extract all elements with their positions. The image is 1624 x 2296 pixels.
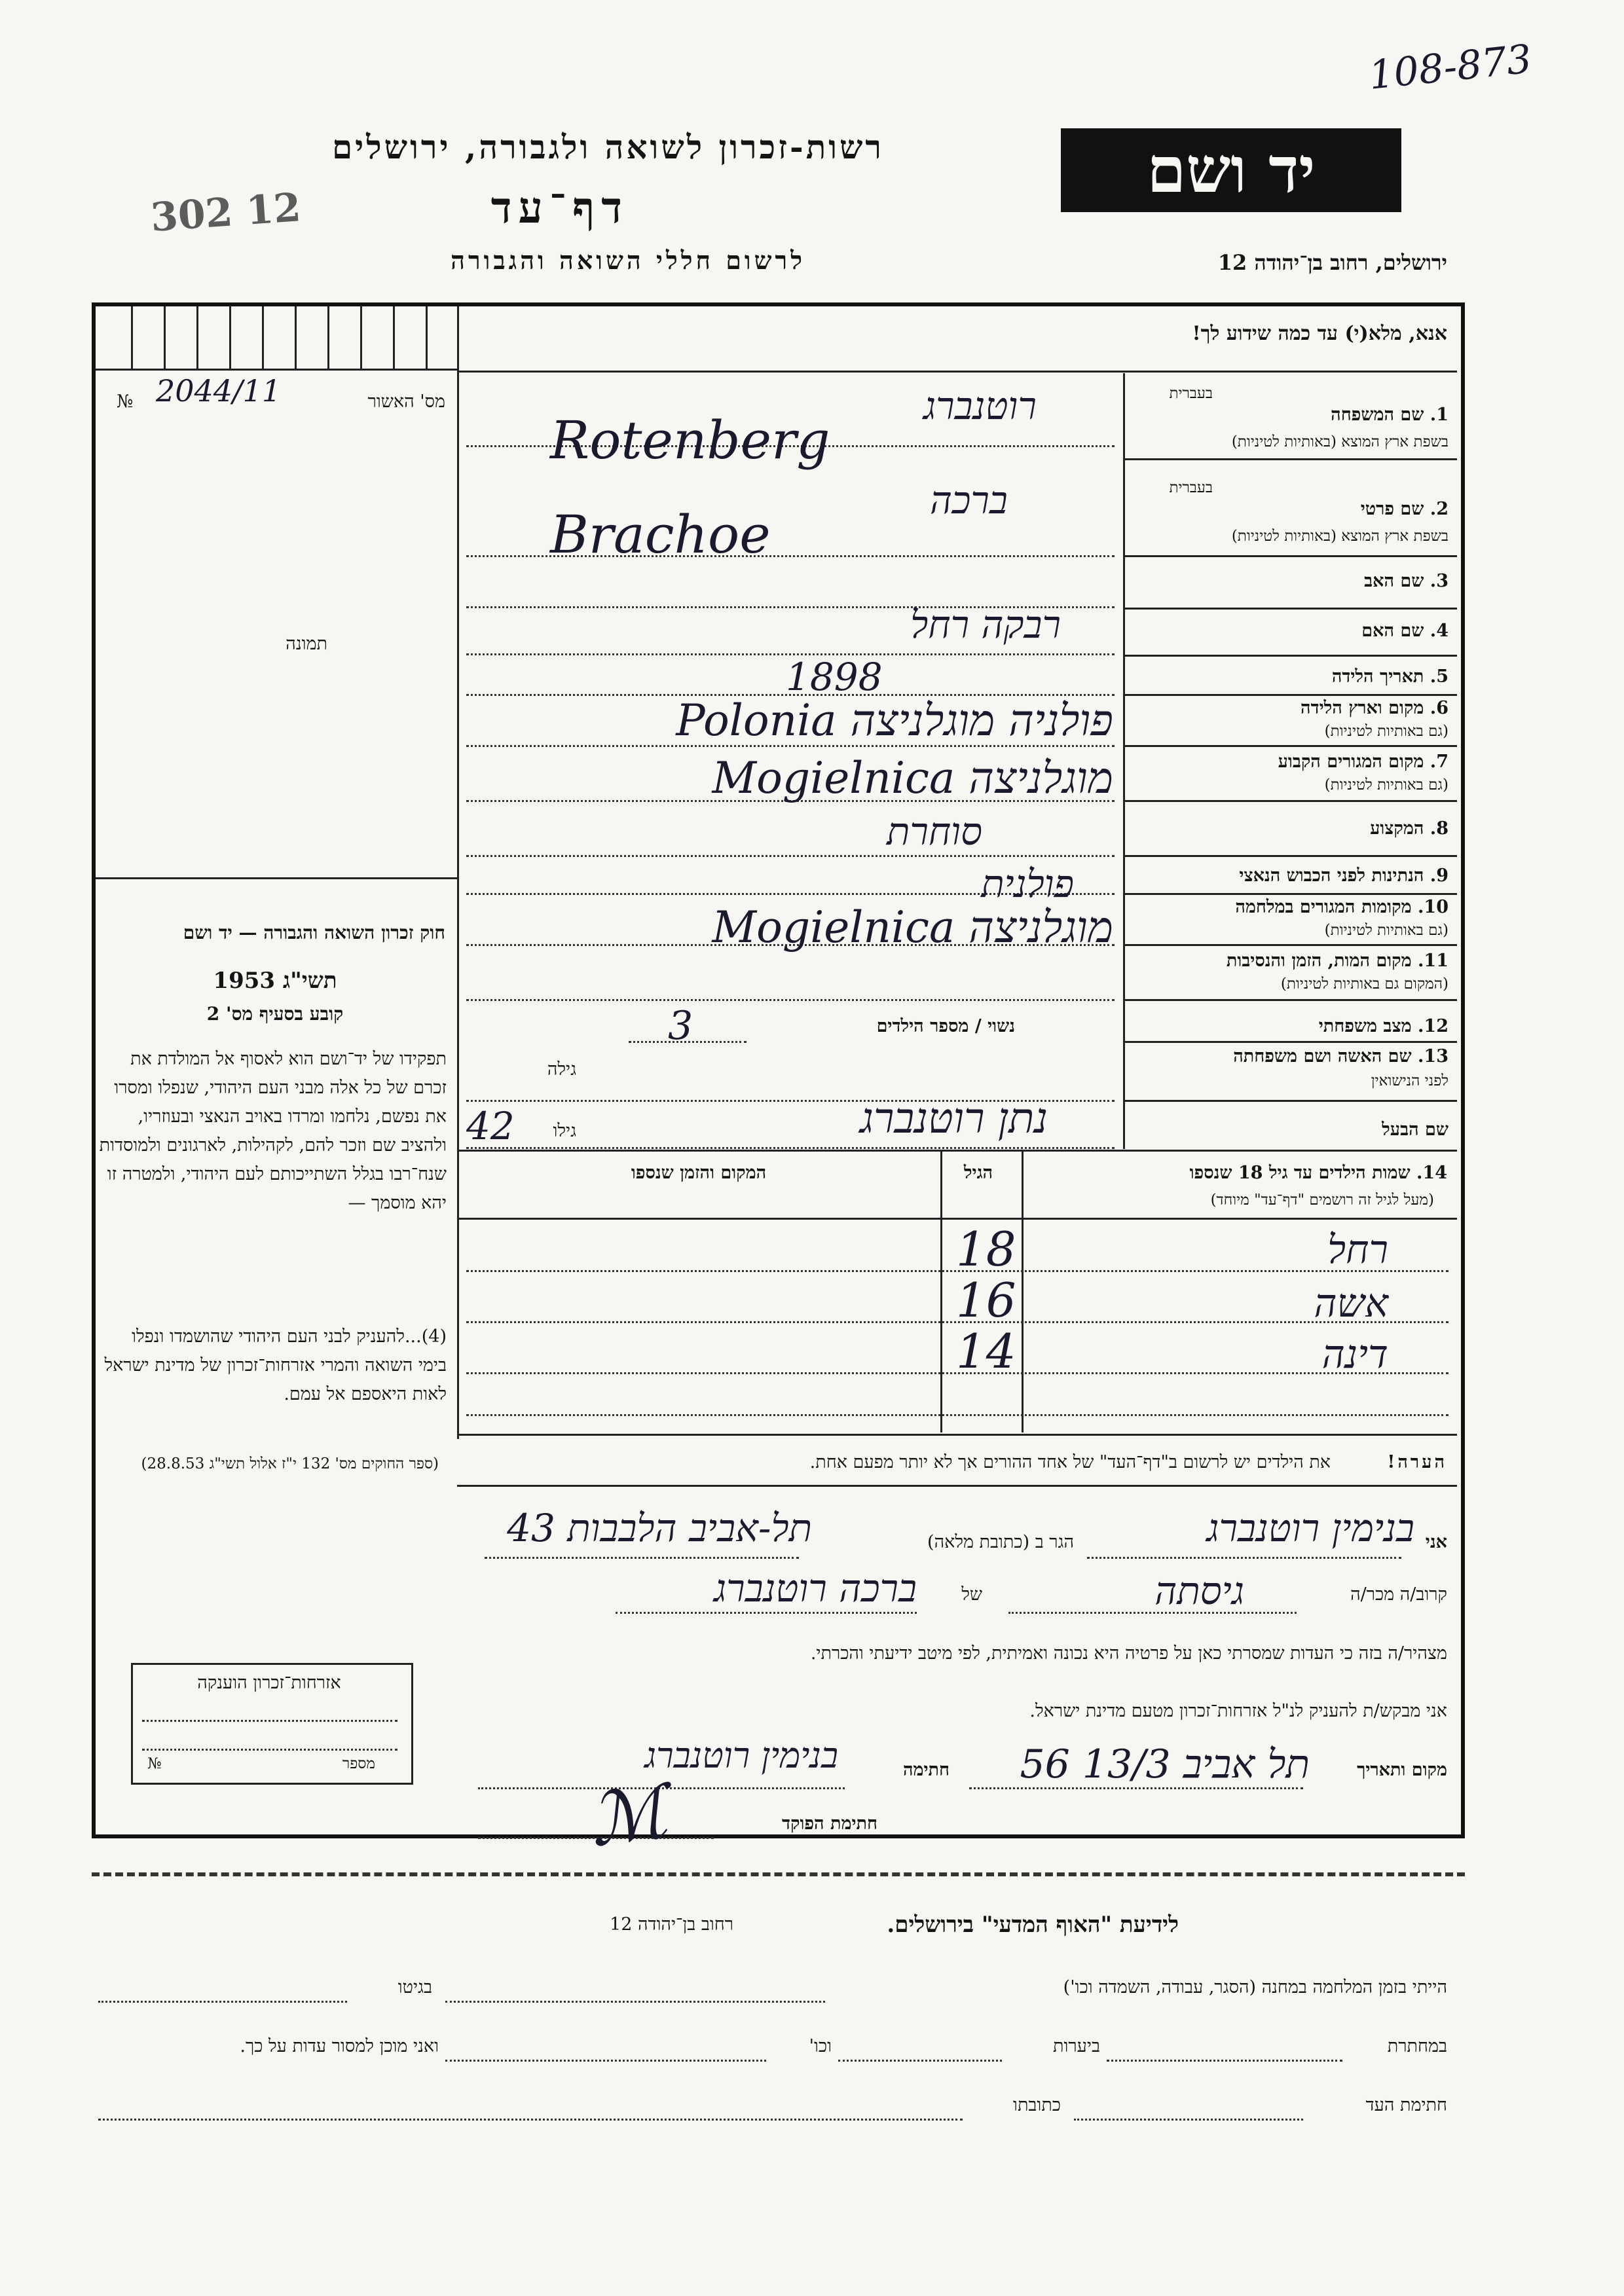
official-signature-scribble: ℳ <box>583 1769 672 1863</box>
field9-label-text: הנתינות לפני הכבוש הנאצי <box>1239 866 1424 886</box>
place-date-label: מקום ותאריך <box>1357 1760 1447 1780</box>
place-date-value: תל אביב 13/3 56 <box>1020 1741 1310 1787</box>
field13-label <box>1128 1046 1449 1066</box>
husband-name: נתן רוטנברג <box>859 1095 1048 1143</box>
approval-no-sign: № <box>117 392 134 412</box>
field13-num: 13. <box>1418 1046 1449 1066</box>
field1-he-label: בעברית <box>1169 385 1213 402</box>
archive-number: 108-873 <box>1367 36 1534 99</box>
field11-num: 11. <box>1418 951 1449 971</box>
form-title: דף־עד <box>490 182 629 233</box>
field4-num: 4. <box>1430 621 1449 641</box>
field3-label-text: שם האב <box>1364 571 1424 591</box>
photo-label: תמונה <box>286 634 327 654</box>
address: ירושלים, רחוב בן־יהודה 12 <box>1217 250 1447 275</box>
declaration-request: אני מבקש/ת להעניק לנ"ל אזרחות־זכרון מטעם מדינת ישראל. <box>1029 1701 1447 1721</box>
children-place-header: המקום והזמן שנספו <box>631 1163 767 1183</box>
footer-line3-a: חתימת העד <box>1365 2095 1447 2115</box>
law-text: תפקידו של יד־ושם הוא לאסוף אל המולדת את זכרם של כל אלה מבני העם היהודי, שנפלו ומסרו את נפשם, נלחמו ומרדו באויב הנאצי ובעוזריו, ולהציב שם וזכר להם, לקהילות, לארגונים ולמוסדות שנח־רבו בגלל השתייכותם לעם היהודי, ולמטרה זו יהא מוסמך — <box>99 1049 447 1213</box>
field7-label <box>1128 752 1449 772</box>
of-label: של <box>961 1584 982 1605</box>
field11-sub: (המקום גם באותיות לטיניות) <box>1280 975 1449 993</box>
husband-label: שם הבעל <box>1382 1120 1449 1140</box>
footer-line2-a: במחתרת <box>1387 2036 1447 2056</box>
approval-label: מס' האשור <box>367 392 445 412</box>
husband-age-label: גילו <box>553 1121 576 1141</box>
field1-label <box>1128 405 1449 425</box>
note-label: הערה! <box>1387 1452 1447 1472</box>
law-clause: קובע בסעיף מס' 2 <box>206 1003 344 1025</box>
note-text: את הילדים יש לרשום ב"דף־העד" של אחד ההורים אך לא יותר מפעם אחת. <box>809 1452 1331 1472</box>
field3-label <box>1128 571 1449 591</box>
field5-value: 1898 <box>786 655 883 699</box>
field10-label-text: מקומות המגורים במלחמה <box>1235 897 1412 917</box>
field13-label-text: שם האשה ושם משפחתה <box>1233 1046 1412 1066</box>
declaration-i-label: אני <box>1425 1532 1447 1552</box>
official-signature-label: חתימת הפוקד <box>782 1813 877 1834</box>
marital-value-prefix: נשוי / <box>974 1016 1015 1036</box>
field7-num: 7. <box>1430 752 1449 772</box>
field2-label <box>1128 499 1449 519</box>
field12-label-text: מצב משפחתי <box>1318 1016 1412 1036</box>
intro-line: אנא, מלא(י) עד כמה שידוע לך! <box>1192 322 1447 345</box>
law-year: תשי"ג 1953 <box>213 968 337 994</box>
field1-value-he: רוטנברג <box>923 384 1037 428</box>
citizenship-number-label: מספר <box>342 1755 375 1772</box>
law-text-2: (4)...להעניק לבני העם היהודי שהושמדו ונפלו בימי השואה והמרי אזרחות־זכרון של מדינת ישראל לאות היאספם אל עמם. <box>104 1326 447 1404</box>
field11-label <box>1128 951 1449 971</box>
children-num: 14. <box>1416 1163 1447 1183</box>
children-count-label: מספר הילדים <box>876 1016 969 1036</box>
field5-label-text: תאריך הלידה <box>1331 666 1424 687</box>
field13-sub: לפני הנישואין <box>1371 1072 1449 1089</box>
child3-age: 14 <box>956 1324 1016 1379</box>
field8-label <box>1128 818 1449 839</box>
field5-label <box>1128 666 1449 687</box>
field10-num: 10. <box>1418 897 1449 917</box>
field5-num: 5. <box>1430 666 1449 687</box>
declaration-statement: מצהיר/ה בזה כי העדות שמסרתי כאן על פרטיה היא נכונה ואמיתית, לפי מיטב ידיעתי והכרתי. <box>810 1643 1447 1664</box>
child1-age: 18 <box>956 1222 1016 1277</box>
stamp-number: 302 12 <box>149 185 303 241</box>
citizenship-title: אזרחות־זכרון הוענקה <box>197 1673 341 1693</box>
law-title: חוק זכרון השואה והגבורה — יד ושם <box>183 922 445 943</box>
declarant-name: בנימין רוטנברג <box>1206 1506 1414 1550</box>
field6-sub: (גם באותיות לטיניות) <box>1324 723 1449 740</box>
field1-num: 1. <box>1430 405 1449 425</box>
field11-label-text: מקום המות, הזמן והנסיבות <box>1226 951 1412 971</box>
field4-value: רבקה רחל <box>910 602 1061 647</box>
footer-title: לידיעת "האוף המדעי" בירושלים. <box>887 1912 1179 1938</box>
field10-value: מוגלניצה Mogielnica <box>712 902 1113 953</box>
citizenship-box <box>131 1663 413 1785</box>
yad-vashem-logo: יד ושם <box>1061 128 1401 212</box>
field9-num: 9. <box>1430 866 1449 886</box>
field1-value-latin: Rotenberg <box>550 410 830 471</box>
law-source: (ספר החוקים מס' 132 י"ז אלול תשי"ג 28.8.53) <box>141 1455 439 1472</box>
citizenship-number-sign: № <box>147 1755 162 1772</box>
child3-name: דינה <box>1321 1332 1388 1377</box>
field6-num: 6. <box>1430 698 1449 718</box>
field7-value: מוגלניצה Mogielnica <box>712 753 1113 803</box>
field8-label-text: המקצוע <box>1370 818 1424 839</box>
footer-separator <box>92 1872 1465 1876</box>
field9-value: פולנית <box>981 862 1074 906</box>
declarant-address: תל-אביב הלבבות 43 <box>507 1506 812 1550</box>
husband-age: 42 <box>466 1104 515 1148</box>
field6-label <box>1128 698 1449 718</box>
field2-sub: בשפת ארץ המוצא (באותיות לטיניות) <box>1231 528 1449 545</box>
footer-line3-b: כתובתו <box>1013 2095 1061 2115</box>
relative-label: קרוב/ה מכר/ה <box>1350 1584 1447 1605</box>
wife-age-label: גילה <box>547 1059 576 1080</box>
field2-label-text: שם פרטי <box>1360 499 1424 519</box>
children-header <box>1028 1163 1447 1183</box>
field7-sub: (גם באותיות לטיניות) <box>1324 776 1449 793</box>
footer-address: רחוב בן־יהודה 12 <box>610 1914 733 1935</box>
signature-label: חתימה <box>902 1760 950 1780</box>
field4-label-text: שם האם <box>1361 621 1424 641</box>
field10-sub: (גם באותיות לטיניות) <box>1324 922 1449 939</box>
field12-label <box>1128 1016 1449 1036</box>
field2-he-label: בעברית <box>1169 479 1213 496</box>
form-subtitle: לרשום חללי השואה והגבורה <box>451 246 805 275</box>
field3-num: 3. <box>1430 571 1449 591</box>
field8-num: 8. <box>1430 818 1449 839</box>
children-sub: (מעל לגיל זה רושמים "דף־עד" מיוחד) <box>1210 1192 1434 1209</box>
child2-name: אשה <box>1314 1281 1388 1326</box>
field6-value: פולניה מוגלניצה Polonia <box>676 695 1113 746</box>
field1-label-text: שם המשפחה <box>1331 405 1424 425</box>
marital-status-text <box>733 1016 1015 1036</box>
footer-line2-end: ואני מוכן למסור עדות על כך. <box>240 2036 439 2056</box>
field9-label <box>1128 866 1449 886</box>
resides-label: הגר ב (כתובת מלאה) <box>927 1532 1074 1552</box>
children-count: 3 <box>668 1003 693 1049</box>
field4-label <box>1128 621 1449 641</box>
field8-value: סוחרת <box>886 809 982 854</box>
field7-label-text: מקום המגורים הקבוע <box>1278 752 1424 772</box>
field6-label-text: מקום וארץ הלידה <box>1301 698 1424 718</box>
field10-label <box>1128 897 1449 917</box>
tick-strip <box>96 306 457 371</box>
footer-line1-end: בגיטו <box>397 1977 432 1997</box>
signature-value: בנימין רוטנברג <box>644 1735 838 1776</box>
child2-age: 16 <box>956 1273 1016 1328</box>
children-age-header: הגיל <box>963 1163 993 1183</box>
approval-number: 2044/11 <box>156 373 282 409</box>
child1-name: רחל <box>1327 1227 1388 1273</box>
relation-value: גיסתה <box>1154 1569 1244 1613</box>
footer-line2-c: וכו' <box>809 2036 832 2056</box>
field12-num: 12. <box>1418 1016 1449 1036</box>
footer-line2-b: ביערות <box>1052 2036 1100 2056</box>
field2-value-he: ברכה <box>930 478 1008 522</box>
children-header-text: שמות הילדים עד גיל 18 שנספו <box>1189 1163 1411 1183</box>
authority-title: רשות-זכרון לשואה ולגבורה, ירושלים <box>331 128 884 166</box>
of-name: ברכה רוטנברג <box>713 1566 917 1611</box>
field2-num: 2. <box>1430 499 1449 519</box>
footer-line1: הייתי בזמן המלחמה במחנה (הסגר, עבודה, השמדה וכו') <box>1063 1977 1447 1997</box>
field2-value-latin: Brachoe <box>550 504 771 565</box>
field1-sub: בשפת ארץ המוצא (באותיות לטיניות) <box>1231 433 1449 450</box>
